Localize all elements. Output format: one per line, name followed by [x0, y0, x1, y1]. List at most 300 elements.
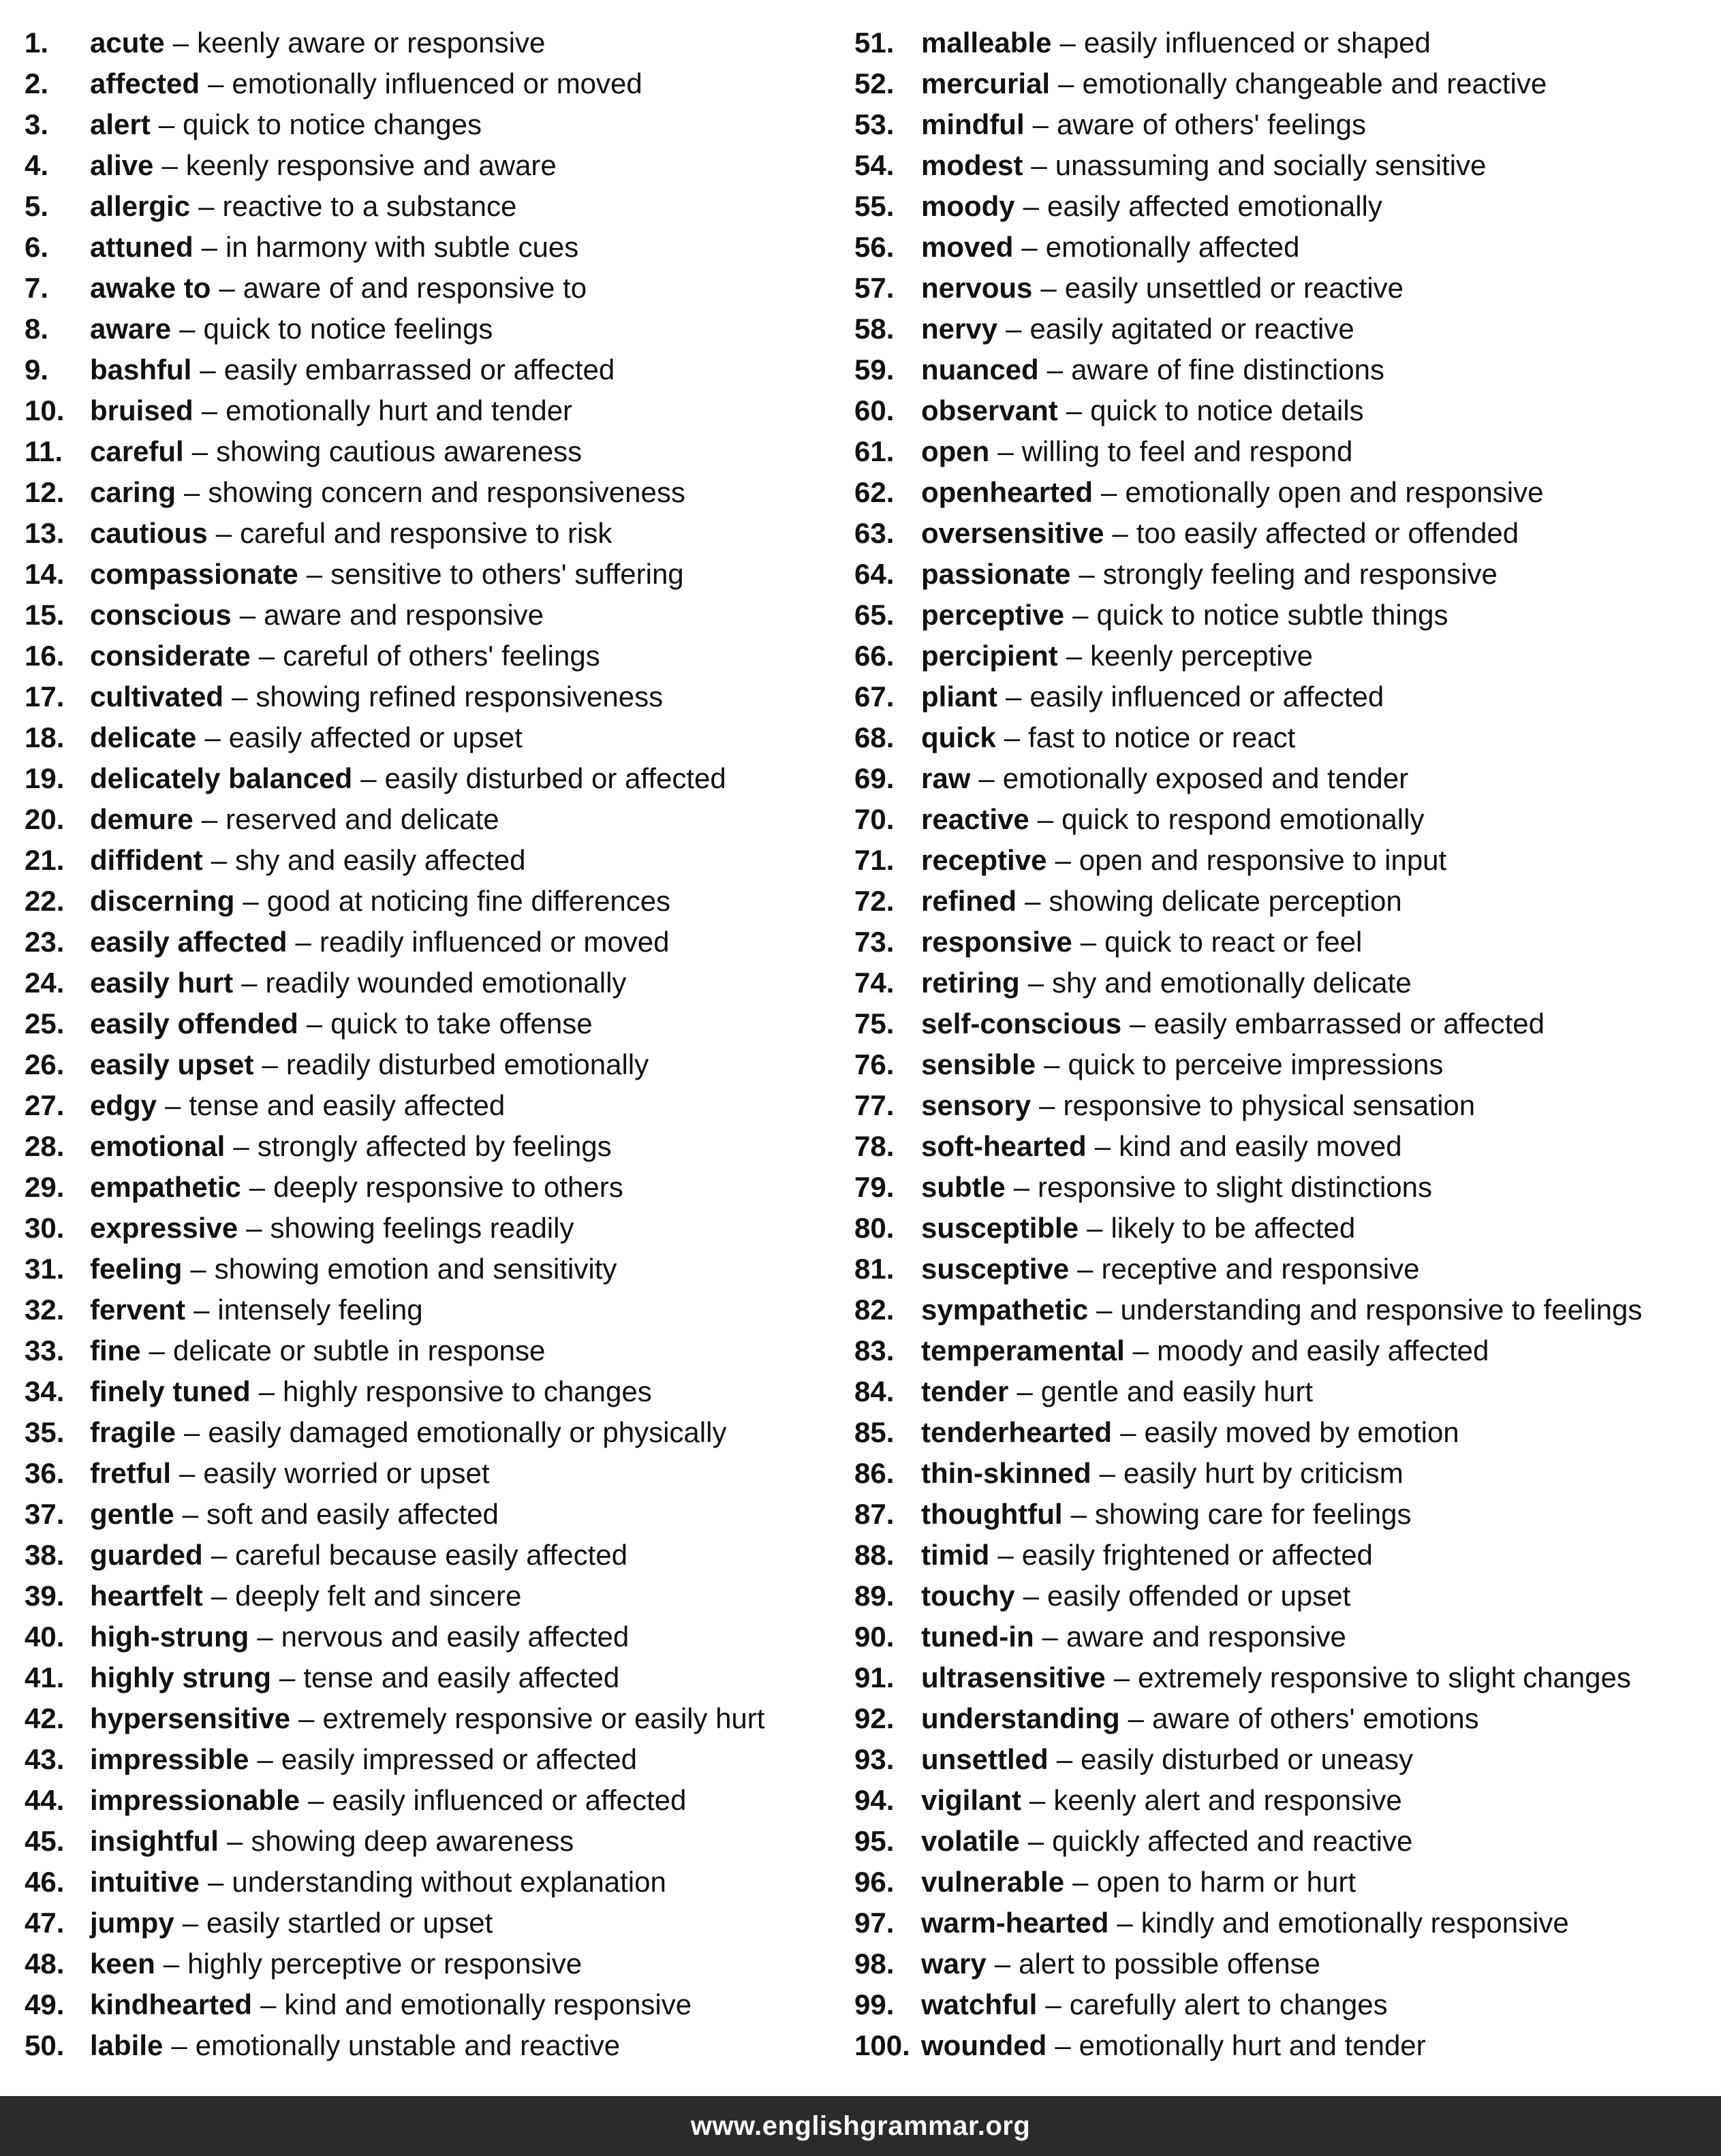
item-word: tenderhearted: [921, 1416, 1113, 1448]
list-item: [854, 1249, 1720, 1290]
dash-separator: –: [1077, 1253, 1094, 1285]
item-number: 98.: [854, 1948, 895, 1980]
item-number: 30.: [25, 1212, 65, 1244]
item-definition: quick to react or feel: [1104, 926, 1363, 958]
dash-separator: –: [1017, 1375, 1033, 1407]
dash-separator: –: [163, 1948, 180, 1980]
item-number: 49.: [25, 1988, 65, 2020]
dash-separator: –: [1072, 1866, 1089, 1898]
item-word: wounded: [921, 2029, 1047, 2061]
list-item: [25, 227, 835, 268]
item-definition: deeply responsive to others: [273, 1171, 623, 1203]
item-number: 1.: [25, 27, 49, 59]
item-number: 96.: [854, 1866, 895, 1898]
item-word: feeling: [90, 1253, 183, 1285]
list-item: [25, 1943, 835, 1984]
dash-separator: –: [1004, 721, 1021, 753]
item-number: 87.: [854, 1498, 895, 1530]
item-number: 15.: [25, 599, 65, 631]
dash-separator: –: [1058, 67, 1074, 99]
footer-url[interactable]: www.englishgrammar.org: [690, 2110, 1031, 2141]
list-item: [854, 554, 1720, 595]
item-word: mercurial: [921, 67, 1051, 99]
list-item: [25, 1371, 835, 1412]
item-definition: aware of and responsive to: [243, 272, 587, 304]
item-word: tender: [921, 1375, 1009, 1407]
dash-separator: –: [997, 1539, 1014, 1571]
item-word: modest: [921, 149, 1023, 181]
item-word: sympathetic: [921, 1294, 1089, 1326]
dash-separator: –: [257, 1743, 273, 1775]
item-definition: quick to notice details: [1090, 394, 1364, 426]
list-item: [25, 2025, 835, 2066]
item-word: sensible: [921, 1048, 1036, 1080]
list-item: [25, 1085, 835, 1126]
item-number: 31.: [25, 1253, 65, 1285]
list-item: [25, 472, 835, 513]
list-item: [854, 1453, 1720, 1494]
item-number: 66.: [854, 640, 895, 672]
item-definition: easily hurt by criticism: [1123, 1457, 1404, 1489]
list-item: [854, 1330, 1720, 1371]
item-definition: delicate or subtle in response: [173, 1334, 546, 1366]
item-number: 69.: [854, 762, 895, 794]
item-definition: shy and emotionally delicate: [1052, 967, 1412, 999]
dash-separator: –: [239, 599, 256, 631]
list-item: [854, 1780, 1720, 1821]
dash-separator: –: [1101, 476, 1117, 508]
list-item: [854, 390, 1720, 431]
item-word: susceptible: [921, 1212, 1079, 1244]
item-word: moody: [921, 190, 1015, 222]
item-number: 20.: [25, 803, 65, 835]
item-word: quick: [921, 721, 996, 753]
item-word: observant: [921, 394, 1058, 426]
item-number: 59.: [854, 354, 895, 386]
item-number: 18.: [25, 721, 65, 753]
item-number: 29.: [25, 1171, 65, 1203]
dash-separator: –: [1023, 190, 1040, 222]
item-number: 37.: [25, 1498, 65, 1530]
item-number: 40.: [25, 1621, 65, 1653]
dash-separator: –: [219, 272, 235, 304]
list-item: [25, 1698, 835, 1739]
item-definition: highly responsive to changes: [283, 1375, 652, 1407]
item-number: 70.: [854, 803, 895, 835]
dash-separator: –: [308, 1784, 324, 1816]
dash-separator: –: [208, 67, 224, 99]
item-word: intuitive: [90, 1866, 200, 1898]
item-word: passionate: [921, 558, 1071, 590]
item-number: 83.: [854, 1334, 895, 1366]
item-number: 9.: [25, 354, 49, 386]
item-word: receptive: [921, 844, 1047, 876]
item-definition: showing concern and responsiveness: [208, 476, 685, 508]
dash-separator: –: [211, 844, 227, 876]
dash-separator: –: [279, 1661, 296, 1693]
item-word: allergic: [90, 190, 191, 222]
list-item: [854, 1167, 1720, 1208]
item-number: 11.: [25, 435, 63, 467]
item-definition: sensitive to others' suffering: [330, 558, 684, 590]
list-item: [854, 717, 1720, 758]
dash-separator: –: [1128, 1702, 1145, 1734]
item-definition: emotionally hurt and tender: [1079, 2029, 1426, 2061]
item-number: 34.: [25, 1375, 65, 1407]
item-word: unsettled: [921, 1743, 1049, 1775]
item-definition: easily disturbed or affected: [384, 762, 726, 794]
dash-separator: –: [1112, 517, 1128, 549]
item-definition: kindly and emotionally responsive: [1141, 1907, 1569, 1939]
item-word: insightful: [90, 1825, 219, 1857]
item-definition: showing delicate perception: [1049, 885, 1402, 917]
item-definition: easily embarrassed or affected: [1153, 1007, 1545, 1040]
item-number: 74.: [854, 967, 895, 999]
item-word: easily hurt: [90, 967, 234, 999]
list-item: [854, 431, 1720, 472]
item-number: 48.: [25, 1948, 65, 1980]
item-word: bashful: [90, 354, 192, 386]
list-item: [25, 1453, 835, 1494]
item-number: 35.: [25, 1416, 65, 1448]
dash-separator: –: [165, 1089, 181, 1121]
item-number: 94.: [854, 1784, 895, 1816]
list-item: [25, 513, 835, 554]
dash-separator: –: [1099, 1457, 1116, 1489]
item-number: 45.: [25, 1825, 65, 1857]
item-word: heartfelt: [90, 1580, 203, 1612]
list-item: [854, 1044, 1720, 1085]
dash-separator: –: [997, 435, 1014, 467]
list-item: [854, 1208, 1720, 1249]
dash-separator: –: [1087, 1212, 1103, 1244]
item-word: tuned-in: [921, 1621, 1034, 1653]
item-definition: shy and easily affected: [234, 844, 526, 876]
list-item: [854, 268, 1720, 309]
item-definition: easily influenced or affected: [1029, 681, 1384, 713]
dash-separator: –: [208, 1866, 224, 1898]
item-number: 61.: [854, 435, 895, 467]
dash-separator: –: [158, 108, 175, 140]
item-word: easily offended: [90, 1007, 298, 1040]
list-item: [854, 1576, 1720, 1616]
word-list: [25, 22, 1701, 2059]
item-word: delicately balanced: [90, 762, 353, 794]
item-definition: easily offended or upset: [1047, 1580, 1351, 1612]
dash-separator: –: [1080, 926, 1097, 958]
item-number: 90.: [854, 1621, 895, 1653]
item-definition: easily frightened or affected: [1021, 1539, 1373, 1571]
dash-separator: –: [1039, 1089, 1055, 1121]
list-item: [854, 881, 1720, 922]
dash-separator: –: [243, 885, 259, 917]
item-definition: showing cautious awareness: [216, 435, 583, 467]
item-word: raw: [921, 762, 971, 794]
list-item: [854, 145, 1720, 186]
item-definition: receptive and responsive: [1101, 1253, 1420, 1285]
item-definition: emotionally open and responsive: [1125, 476, 1544, 508]
list-item: [25, 104, 835, 145]
dash-separator: –: [182, 1907, 199, 1939]
dash-separator: –: [200, 354, 216, 386]
item-definition: fast to notice or react: [1028, 721, 1296, 753]
dash-separator: –: [1006, 681, 1022, 713]
item-word: affected: [90, 67, 200, 99]
dash-separator: –: [211, 1539, 228, 1571]
list-item: [854, 1616, 1720, 1657]
item-definition: aware and responsive: [1066, 1621, 1346, 1653]
list-item: [854, 963, 1720, 1003]
list-item: [25, 22, 835, 63]
item-word: discerning: [90, 885, 235, 917]
item-definition: unassuming and socially sensitive: [1055, 149, 1487, 181]
dash-separator: –: [191, 435, 208, 467]
item-word: thoughtful: [921, 1498, 1063, 1530]
item-definition: showing care for feelings: [1094, 1498, 1412, 1530]
item-word: open: [921, 435, 990, 467]
item-number: 75.: [854, 1007, 895, 1040]
item-word: fine: [90, 1334, 141, 1366]
item-number: 25.: [25, 1007, 65, 1040]
item-number: 57.: [854, 272, 895, 304]
item-word: fervent: [90, 1294, 186, 1326]
dash-separator: –: [1132, 1334, 1149, 1366]
dash-separator: –: [249, 1171, 266, 1203]
item-definition: responsive to physical sensation: [1063, 1089, 1476, 1121]
list-item: [854, 63, 1720, 104]
item-word: understanding: [921, 1702, 1120, 1734]
dash-separator: –: [257, 1621, 273, 1653]
list-item: [854, 1003, 1720, 1044]
item-number: 53.: [854, 108, 895, 140]
item-definition: nervous and easily affected: [281, 1621, 630, 1653]
item-number: 46.: [25, 1866, 65, 1898]
item-number: 38.: [25, 1539, 65, 1571]
item-definition: showing deep awareness: [251, 1825, 574, 1857]
dash-separator: –: [306, 1007, 323, 1040]
item-number: 88.: [854, 1539, 895, 1571]
item-word: susceptive: [921, 1253, 1070, 1285]
item-number: 65.: [854, 599, 895, 631]
list-item: [854, 840, 1720, 881]
dash-separator: –: [1055, 2029, 1071, 2061]
item-word: diffident: [90, 844, 203, 876]
item-word: self-conscious: [921, 1007, 1122, 1040]
item-definition: aware of others' emotions: [1152, 1702, 1479, 1734]
item-word: keen: [90, 1948, 155, 1980]
dash-separator: –: [1006, 313, 1022, 345]
list-item: [854, 1412, 1720, 1453]
item-definition: easily influenced or shaped: [1083, 27, 1431, 59]
dash-separator: –: [1066, 640, 1083, 672]
dash-separator: –: [1072, 599, 1089, 631]
item-word: fragile: [90, 1416, 176, 1448]
item-definition: aware of fine distinctions: [1071, 354, 1384, 386]
item-definition: easily startled or upset: [206, 1907, 493, 1939]
item-word: sensory: [921, 1089, 1032, 1121]
item-word: careful: [90, 435, 184, 467]
item-definition: intensely feeling: [217, 1294, 423, 1326]
item-definition: careful because easily affected: [235, 1539, 627, 1571]
item-definition: reserved and delicate: [226, 803, 499, 835]
item-number: 3.: [25, 108, 49, 140]
dash-separator: –: [1066, 394, 1083, 426]
item-definition: emotionally influenced or moved: [232, 67, 642, 99]
dash-separator: –: [295, 926, 311, 958]
list-item: [25, 1616, 835, 1657]
item-definition: strongly feeling and responsive: [1102, 558, 1498, 590]
item-definition: kind and easily moved: [1119, 1130, 1402, 1162]
item-number: 4.: [25, 149, 49, 181]
item-word: nervy: [921, 313, 998, 345]
item-definition: understanding without explanation: [232, 1866, 666, 1898]
item-definition: easily moved by emotion: [1144, 1416, 1459, 1448]
item-number: 58.: [854, 313, 895, 345]
item-definition: tense and easily affected: [303, 1661, 620, 1693]
list-item: [25, 1494, 835, 1535]
item-number: 68.: [854, 721, 895, 753]
dash-separator: –: [246, 1212, 262, 1244]
list-item: [25, 1657, 835, 1698]
item-word: timid: [921, 1539, 990, 1571]
item-number: 60.: [854, 394, 895, 426]
item-number: 19.: [25, 762, 65, 794]
list-item: [25, 595, 835, 636]
dash-separator: –: [1021, 231, 1038, 263]
item-definition: strongly affected by feelings: [257, 1130, 612, 1162]
item-definition: showing refined responsiveness: [255, 681, 664, 713]
item-word: retiring: [921, 967, 1020, 999]
item-word: attuned: [90, 231, 193, 263]
dash-separator: –: [171, 2029, 187, 2061]
item-definition: easily agitated or reactive: [1029, 313, 1354, 345]
dash-separator: –: [258, 1375, 275, 1407]
item-number: 76.: [854, 1048, 895, 1080]
item-word: guarded: [90, 1539, 203, 1571]
list-item: [25, 1862, 835, 1903]
item-word: ultrasensitive: [921, 1661, 1106, 1693]
dash-separator: –: [201, 394, 218, 426]
item-word: caring: [90, 476, 176, 508]
dash-separator: –: [1059, 27, 1076, 59]
item-number: 97.: [854, 1907, 895, 1939]
item-word: moved: [921, 231, 1014, 263]
list-item: [25, 1903, 835, 1943]
item-number: 81.: [854, 1253, 895, 1285]
item-number: 62.: [854, 476, 895, 508]
dash-separator: –: [1120, 1416, 1136, 1448]
item-word: labile: [90, 2029, 164, 2061]
list-item: [854, 1943, 1720, 1984]
dash-separator: –: [978, 762, 995, 794]
list-item: [25, 1330, 835, 1371]
item-definition: careful of others' feelings: [283, 640, 600, 672]
item-word: oversensitive: [921, 517, 1104, 549]
item-number: 56.: [854, 231, 895, 263]
item-word: demure: [90, 803, 193, 835]
item-definition: quick to respond emotionally: [1061, 803, 1425, 835]
dash-separator: –: [1094, 1130, 1111, 1162]
item-definition: quick to notice changes: [183, 108, 482, 140]
item-definition: emotionally affected: [1045, 231, 1300, 263]
list-item: [854, 1984, 1720, 2025]
dash-separator: –: [184, 476, 200, 508]
item-number: 71.: [854, 844, 895, 876]
dash-separator: –: [201, 803, 218, 835]
item-number: 52.: [854, 67, 895, 99]
item-definition: careful and responsive to risk: [240, 517, 613, 549]
item-definition: readily disturbed emotionally: [285, 1048, 649, 1080]
list-item: [854, 758, 1720, 799]
item-definition: highly perceptive or responsive: [187, 1948, 583, 1980]
item-number: 77.: [854, 1089, 895, 1121]
dash-separator: –: [211, 1580, 228, 1612]
item-word: mindful: [921, 108, 1025, 140]
item-definition: understanding and responsive to feelings: [1120, 1294, 1643, 1326]
list-item: [854, 1739, 1720, 1780]
item-definition: easily unsettled or reactive: [1064, 272, 1404, 304]
list-item: [854, 1371, 1720, 1412]
item-word: responsive: [921, 926, 1072, 958]
item-definition: quick to perceive impressions: [1068, 1048, 1444, 1080]
item-definition: easily worried or upset: [203, 1457, 490, 1489]
item-word: high-strung: [90, 1621, 249, 1653]
item-word: alert: [90, 108, 151, 140]
item-definition: alert to possible offense: [1019, 1948, 1320, 1980]
item-definition: quickly affected and reactive: [1052, 1825, 1413, 1857]
item-word: cultivated: [90, 681, 224, 713]
item-number: 99.: [854, 1988, 895, 2020]
item-definition: moody and easily affected: [1157, 1334, 1489, 1366]
item-definition: likely to be affected: [1111, 1212, 1356, 1244]
list-item: [25, 1984, 835, 2025]
item-word: impressible: [90, 1743, 249, 1775]
left-column: [25, 22, 835, 2066]
item-definition: open and responsive to input: [1079, 844, 1447, 876]
item-number: 73.: [854, 926, 895, 958]
item-number: 2.: [25, 67, 49, 99]
item-number: 84.: [854, 1375, 895, 1407]
item-definition: emotionally hurt and tender: [226, 394, 573, 426]
item-definition: extremely responsive or easily hurt: [322, 1702, 765, 1734]
item-definition: keenly perceptive: [1090, 640, 1313, 672]
item-number: 93.: [854, 1743, 895, 1775]
list-item: [25, 799, 835, 840]
list-item: [25, 1412, 835, 1453]
list-item: [854, 1126, 1720, 1167]
item-number: 12.: [25, 476, 65, 508]
dash-separator: –: [1025, 885, 1041, 917]
item-number: 55.: [854, 190, 895, 222]
list-item: [25, 676, 835, 717]
item-definition: emotionally exposed and tender: [1002, 762, 1409, 794]
right-column: [854, 22, 1720, 2066]
item-definition: showing emotion and sensitivity: [214, 1253, 617, 1285]
item-definition: open to harm or hurt: [1096, 1866, 1356, 1898]
list-item: [25, 1126, 835, 1167]
item-word: fretful: [90, 1457, 171, 1489]
item-number: 6.: [25, 231, 49, 263]
item-number: 86.: [854, 1457, 895, 1489]
list-item: [25, 390, 835, 431]
list-item: [854, 1821, 1720, 1862]
list-item: [25, 922, 835, 963]
item-word: delicate: [90, 721, 197, 753]
item-number: 64.: [854, 558, 895, 590]
list-item: [25, 758, 835, 799]
item-number: 7.: [25, 272, 49, 304]
item-number: 13.: [25, 517, 65, 549]
